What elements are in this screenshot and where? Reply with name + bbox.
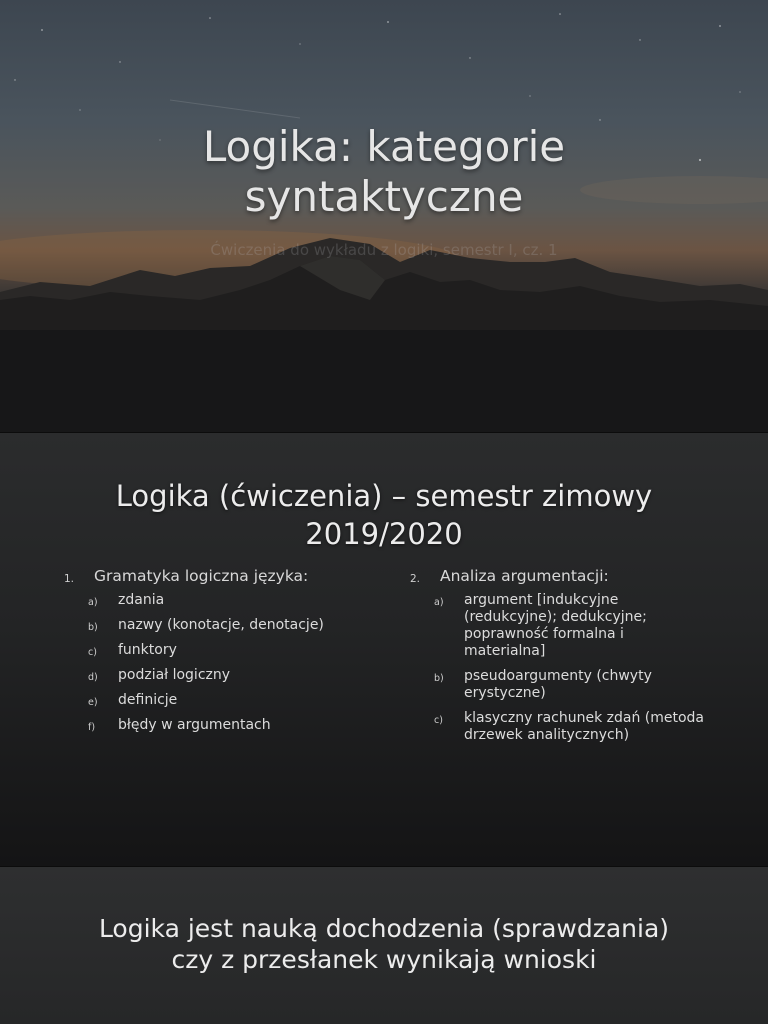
outline-heading: Gramatyka logiczna języka: xyxy=(94,567,309,585)
outline-sub-list xyxy=(434,592,730,744)
slide-course-outline xyxy=(0,433,768,866)
list-text: nazwy (konotacje, denotacje) xyxy=(118,617,324,633)
list-letter: c) xyxy=(434,715,443,726)
slide-title-line-1: Logika (ćwiczenia) – semestr zimowy xyxy=(115,479,653,513)
list-text: zdania xyxy=(118,592,165,608)
slide-title xyxy=(0,477,768,553)
list-item xyxy=(88,717,364,734)
outline-column-left xyxy=(64,566,364,742)
outline-main-item xyxy=(410,566,730,586)
outline-number: 1. xyxy=(64,573,75,585)
list-letter: a) xyxy=(88,597,98,608)
list-letter: c) xyxy=(88,647,97,658)
definition-text xyxy=(0,913,768,975)
list-letter: b) xyxy=(88,622,98,633)
list-text: argument [indukcyjne (redukcyjne); dedukcyjne; poprawność formalna i materialna] xyxy=(464,592,647,659)
list-text: błędy w argumentach xyxy=(118,717,271,733)
list-item xyxy=(434,710,724,744)
list-item xyxy=(88,642,364,659)
valley-shadow xyxy=(0,330,768,432)
list-text: funktory xyxy=(118,642,177,658)
list-letter: b) xyxy=(434,673,444,684)
list-text: pseudoargumenty (chwyty erystyczne) xyxy=(464,668,652,701)
list-item xyxy=(88,692,364,709)
list-item xyxy=(88,667,364,684)
list-letter: d) xyxy=(88,672,98,683)
slide-title-line-2: 2019/2020 xyxy=(305,517,463,551)
list-item xyxy=(88,617,364,634)
list-text: podział logiczny xyxy=(118,667,231,683)
slide-logic-definition xyxy=(0,867,768,1024)
definition-line-1: Logika jest nauką dochodzenia (sprawdzania) xyxy=(98,914,670,943)
list-item xyxy=(434,668,704,702)
list-letter: f) xyxy=(88,722,96,733)
presentation-title-line-2: syntaktyczne xyxy=(244,172,524,221)
outline-column-right xyxy=(410,566,730,752)
list-item xyxy=(434,592,704,660)
list-letter: a) xyxy=(434,597,444,608)
presentation-title-line-1: Logika: kategorie xyxy=(202,122,566,171)
presentation-title xyxy=(0,122,768,222)
list-text: definicje xyxy=(118,692,178,708)
list-letter: e) xyxy=(88,697,98,708)
outline-sub-list xyxy=(88,592,364,734)
definition-line-2: czy z przesłanek wynikają wnioski xyxy=(171,945,597,974)
slide-title-mountains xyxy=(0,0,768,432)
list-text: klasyczny rachunek zdań (metoda drzewek analitycznych) xyxy=(464,710,705,743)
outline-number: 2. xyxy=(410,573,421,585)
presentation-subtitle: Ćwiczenia do wykładu z logiki, semestr I, cz. 1 xyxy=(210,241,558,259)
outline-heading: Analiza argumentacji: xyxy=(440,567,609,585)
outline-main-item xyxy=(64,566,364,586)
list-item xyxy=(88,592,364,609)
meteor-streak xyxy=(170,100,300,118)
